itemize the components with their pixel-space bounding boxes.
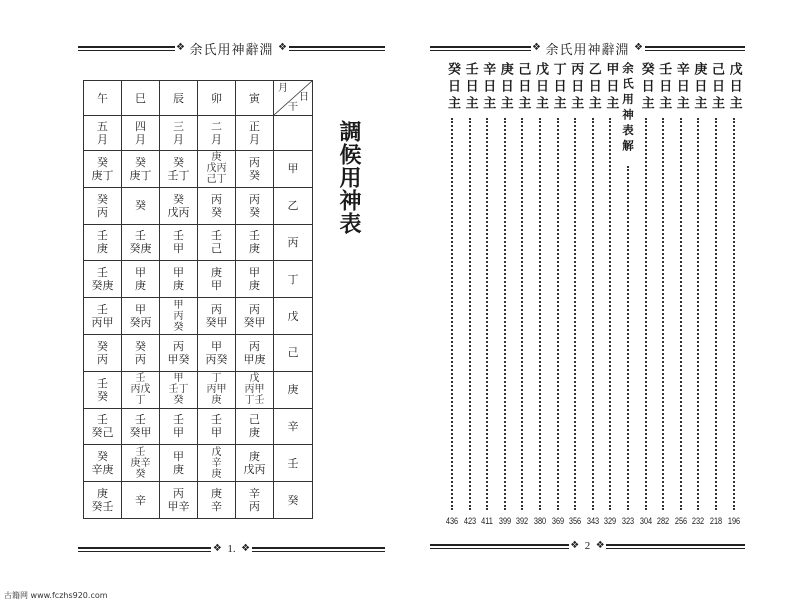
toc-entry: [566, 62, 584, 532]
yongshen-line: 壬: [211, 413, 222, 427]
toc-leader-dots: [469, 118, 471, 510]
toc-page-number: 304: [639, 516, 652, 526]
toc-page-number: 436: [445, 516, 459, 526]
yongshen-line: 丙甲: [244, 384, 265, 396]
yongshen-line: 甲: [173, 242, 184, 256]
toc-page-number: 329: [604, 516, 617, 526]
toc-page-number: 343: [586, 516, 599, 526]
yongshen-line: 丙: [249, 192, 260, 206]
footer-rule: [430, 544, 569, 549]
toc-page-number: 218: [709, 516, 723, 526]
yongshen-line: 庚: [211, 468, 222, 480]
toc-page-number: 256: [674, 516, 687, 526]
yongshen-line: 丙甲: [206, 384, 227, 396]
toc-page-number: 282: [657, 516, 670, 526]
toc-leader-dots: [733, 118, 735, 510]
yongshen-line: 丙: [97, 352, 108, 366]
yongshen-line: 癸壬: [91, 500, 114, 514]
yongshen-line: 庚辛: [130, 457, 151, 469]
yongshen-line: 庚: [249, 450, 260, 464]
yongshen-line: 庚丁: [91, 168, 114, 182]
toc-entry-title: 壬日主: [462, 62, 478, 113]
toc-entry-title: 庚日主: [497, 62, 513, 113]
yongshen-line: 壬: [173, 229, 184, 243]
day-stem-cell: 丁: [274, 261, 313, 298]
toc-page-number: 196: [727, 516, 740, 526]
yongshen-line: 甲: [211, 339, 222, 353]
toc-entry: [478, 62, 496, 532]
yongshen-line: 庚: [97, 487, 108, 501]
yongshen-line: 癸己: [91, 426, 114, 440]
toc-entry: [637, 62, 655, 532]
yongshen-line: 甲癸: [167, 352, 190, 366]
yongshen-line: 壬: [97, 413, 108, 427]
yongshen-line: 庚: [211, 266, 222, 280]
ornament-icon: [569, 541, 581, 551]
yongshen-line: 辛: [135, 493, 146, 507]
toc-entry: [531, 62, 549, 532]
yongshen-line: 壬丁: [167, 168, 190, 182]
yongshen-line: 丙: [97, 205, 108, 219]
day-stem-cell: 壬: [274, 445, 313, 482]
corner-day-label: 日: [299, 92, 309, 103]
yongshen-line: 丙: [211, 303, 222, 317]
toc-entry: [707, 62, 725, 532]
toc-entry: [672, 62, 690, 532]
yongshen-line: 壬: [135, 229, 146, 243]
yongshen-line: 癸: [97, 339, 108, 353]
yongshen-line: 癸: [97, 450, 108, 464]
toc-entry-title: 戊日主: [533, 62, 548, 113]
yongshen-line: 壬: [173, 413, 184, 427]
yongshen-line: 癸: [249, 168, 260, 182]
toc-entry-title: 丙日主: [568, 62, 584, 113]
yongshen-line: 甲: [135, 303, 146, 317]
yongshen-line: 癸: [249, 205, 260, 219]
month-label: 五月: [97, 120, 108, 146]
yongshen-line: 己: [211, 242, 222, 256]
page-number: 2: [584, 540, 591, 552]
toc-entry: [496, 62, 514, 532]
yongshen-line: 癸: [135, 468, 146, 480]
yongshen-line: 癸: [97, 155, 108, 169]
yongshen-line: 癸: [97, 192, 108, 206]
yongshen-line: 庚: [211, 395, 222, 407]
yongshen-line: 甲: [173, 450, 184, 464]
yongshen-line: 丙: [249, 500, 260, 514]
yongshen-line: 丙: [173, 487, 184, 501]
yongshen-line: 庚: [249, 426, 260, 440]
yongshen-line: 癸: [173, 155, 184, 169]
toc-entry-title: 余氏用神表解: [621, 62, 635, 155]
yongshen-line: 壬: [97, 229, 108, 243]
toc-entry: [461, 62, 479, 532]
yongshen-line: 壬: [135, 413, 146, 427]
toc-entry-title: 癸日主: [638, 62, 654, 113]
toc-entry-title: 癸日主: [445, 62, 460, 113]
toc-leader-dots: [504, 118, 506, 510]
yongshen-line: 丙: [135, 352, 146, 366]
yongshen-line: 戊丙: [206, 163, 227, 175]
toc-page-number: 232: [692, 516, 705, 526]
yongshen-line: 癸: [135, 339, 146, 353]
yongshen-line: 壬: [135, 446, 146, 458]
yongshen-line: 丙戊: [130, 384, 151, 396]
toc-leader-dots: [627, 166, 629, 510]
toc-entry: [601, 62, 619, 532]
toc-leader-dots: [539, 118, 541, 510]
side-title: 調候用神表: [336, 120, 362, 235]
yongshen-line: 癸: [173, 321, 184, 333]
toc-leader-dots: [662, 118, 664, 510]
day-stem-cell: 庚: [274, 371, 313, 408]
toc-leader-dots: [697, 118, 699, 510]
branch-header-cell: 巳: [122, 81, 160, 116]
toc-leader-dots: [592, 118, 594, 510]
toc-entry-title: 丁日主: [550, 62, 566, 113]
yongshen-line: 庚: [249, 242, 260, 256]
right-footer: [430, 539, 745, 553]
toc-entry: [549, 62, 567, 532]
yongshen-line: 甲: [249, 266, 260, 280]
header-title: 余氏用神辭淵: [189, 42, 274, 58]
toc-page-number: 392: [516, 516, 529, 526]
watermark: 古籍网 www.fczhs920.com: [4, 591, 108, 600]
yongshen-line: 庚: [211, 152, 222, 164]
toc-leader-dots: [680, 118, 682, 510]
ornament-icon: [594, 541, 606, 551]
toc-page-number: 411: [481, 516, 494, 526]
yongshen-line: 戊丙: [167, 205, 190, 219]
month-label: 三月: [173, 120, 184, 146]
toc-entry: [689, 62, 707, 532]
toc-entry-title: 己日主: [515, 62, 531, 113]
day-stem-cell: 甲: [274, 151, 313, 188]
toc-leader-dots: [574, 118, 576, 510]
toc-entry: [513, 62, 531, 532]
yongshen-line: 癸: [135, 199, 146, 213]
branch-header-cell: 卯: [198, 81, 236, 116]
yongshen-line: 壬: [97, 266, 108, 280]
yongshen-line: 丙: [249, 303, 260, 317]
yongshen-line: 癸: [173, 395, 184, 407]
header-title: 余氏用神辭淵: [545, 42, 630, 58]
yongshen-line: 丁壬: [244, 395, 265, 407]
toc-leader-dots: [715, 118, 717, 510]
yongshen-line: 癸甲: [205, 316, 228, 330]
yongshen-line: 癸甲: [129, 426, 152, 440]
toc-page-number: 380: [533, 516, 547, 526]
month-label: 二月: [211, 120, 222, 146]
toc-leader-dots: [609, 118, 611, 510]
yongshen-line: 壬: [211, 229, 222, 243]
toc-entry: [619, 62, 637, 532]
yongshen-line: 丁: [135, 395, 146, 407]
yongshen-line: 戊: [211, 446, 222, 458]
yongshen-line: 辛: [249, 487, 260, 501]
yongshen-line: 庚: [135, 279, 146, 293]
yongshen-line: 丙癸: [205, 352, 228, 366]
yongshen-line: 庚: [249, 279, 260, 293]
yongshen-line: 甲: [173, 426, 184, 440]
yongshen-line: 甲: [173, 299, 184, 311]
yongshen-line: 癸: [211, 205, 222, 219]
yongshen-line: 甲: [173, 373, 184, 385]
day-stem-cell: 癸: [274, 482, 313, 519]
day-stem-cell: 丙: [274, 224, 313, 261]
corner-month-label: 月: [278, 83, 288, 94]
yongshen-line: 丙: [249, 339, 260, 353]
toc-leader-dots: [557, 118, 559, 510]
day-stem-cell: 乙: [274, 187, 313, 224]
yongshen-line: 癸庚: [129, 242, 152, 256]
yongshen-line: 辛庚: [91, 463, 114, 477]
yongshen-line: 戊丙: [243, 463, 266, 477]
yongshen-line: 己: [249, 413, 260, 427]
toc-page-number: 423: [463, 516, 476, 526]
day-stem-cell: 戊: [274, 298, 313, 335]
yongshen-line: 庚: [173, 463, 184, 477]
yongshen-line: 甲: [211, 426, 222, 440]
yongshen-line: 丙甲: [91, 316, 114, 330]
toc-entry-title: 庚日主: [691, 62, 707, 113]
yongshen-line: 丙: [211, 192, 222, 206]
yongshen-line: 癸丙: [129, 316, 152, 330]
branch-header-cell: 午: [84, 81, 122, 116]
page-number: 1.: [227, 543, 236, 555]
toc-entry-title: 甲日主: [603, 62, 619, 113]
branch-header-cell: 辰: [160, 81, 198, 116]
toc-entry: [443, 62, 461, 532]
yongshen-line: 丁: [211, 373, 222, 385]
yongshen-line: 甲辛: [167, 500, 190, 514]
toc-leader-dots: [451, 118, 453, 510]
toc-entry-title: 戊日主: [726, 62, 742, 113]
toc-entry: [584, 62, 602, 532]
corner-gan-label: 干: [288, 102, 298, 113]
toc-entry-title: 辛日主: [673, 62, 689, 113]
toc-page-number: 323: [621, 516, 635, 526]
toc-leader-dots: [521, 118, 523, 510]
yongshen-line: 辛: [211, 500, 222, 514]
day-stem-cell: 己: [274, 334, 313, 371]
yongshen-line: 癸: [135, 155, 146, 169]
yongshen-line: 癸甲: [243, 316, 266, 330]
toc-entry: [654, 62, 672, 532]
toc-entry: [725, 62, 743, 532]
toc-leader-dots: [486, 118, 488, 510]
month-label: 四月: [135, 120, 146, 146]
yongshen-line: 丙: [173, 339, 184, 353]
yongshen-line: 辛: [211, 457, 222, 469]
yongshen-line: 壬丁: [168, 384, 189, 396]
toc-entry-title: 乙日主: [585, 62, 601, 113]
yongshen-line: 癸: [97, 389, 108, 403]
yongshen-line: 庚: [211, 487, 222, 501]
yongshen-line: 丙: [173, 310, 184, 322]
yongshen-line: 甲: [173, 266, 184, 280]
yongshen-line: 癸庚: [91, 279, 114, 293]
yongshen-line: 戊: [249, 373, 260, 385]
day-stem-cell: 辛: [274, 408, 313, 445]
yongshen-line: 庚: [173, 279, 184, 293]
toc-entry-title: 壬日主: [656, 62, 672, 113]
month-label: 正月: [249, 120, 260, 146]
yongshen-line: 庚: [97, 242, 108, 256]
yongshen-line: 庚丁: [129, 168, 152, 182]
toc-page-number: 369: [551, 516, 564, 526]
yongshen-line: 甲: [211, 279, 222, 293]
yongshen-line: 甲庚: [243, 352, 266, 366]
toc-leader-dots: [645, 118, 647, 510]
yongshen-line: 壬: [249, 229, 260, 243]
yongshen-line: 壬: [97, 303, 108, 317]
footer-rule: [606, 544, 745, 549]
toc-page-number: 356: [569, 516, 582, 526]
yongshen-line: 癸: [173, 192, 184, 206]
toc-entry-title: 辛日主: [480, 62, 496, 113]
yongshen-line: 壬: [97, 376, 108, 390]
toc-entry-title: 己日主: [709, 62, 724, 113]
yongshen-line: 甲: [135, 266, 146, 280]
toc-page-number: 399: [498, 516, 511, 526]
yongshen-line: 壬: [135, 373, 146, 385]
branch-header-cell: 寅: [236, 81, 274, 116]
yongshen-line: 丙: [249, 155, 260, 169]
yongshen-line: 己丁: [206, 174, 227, 186]
